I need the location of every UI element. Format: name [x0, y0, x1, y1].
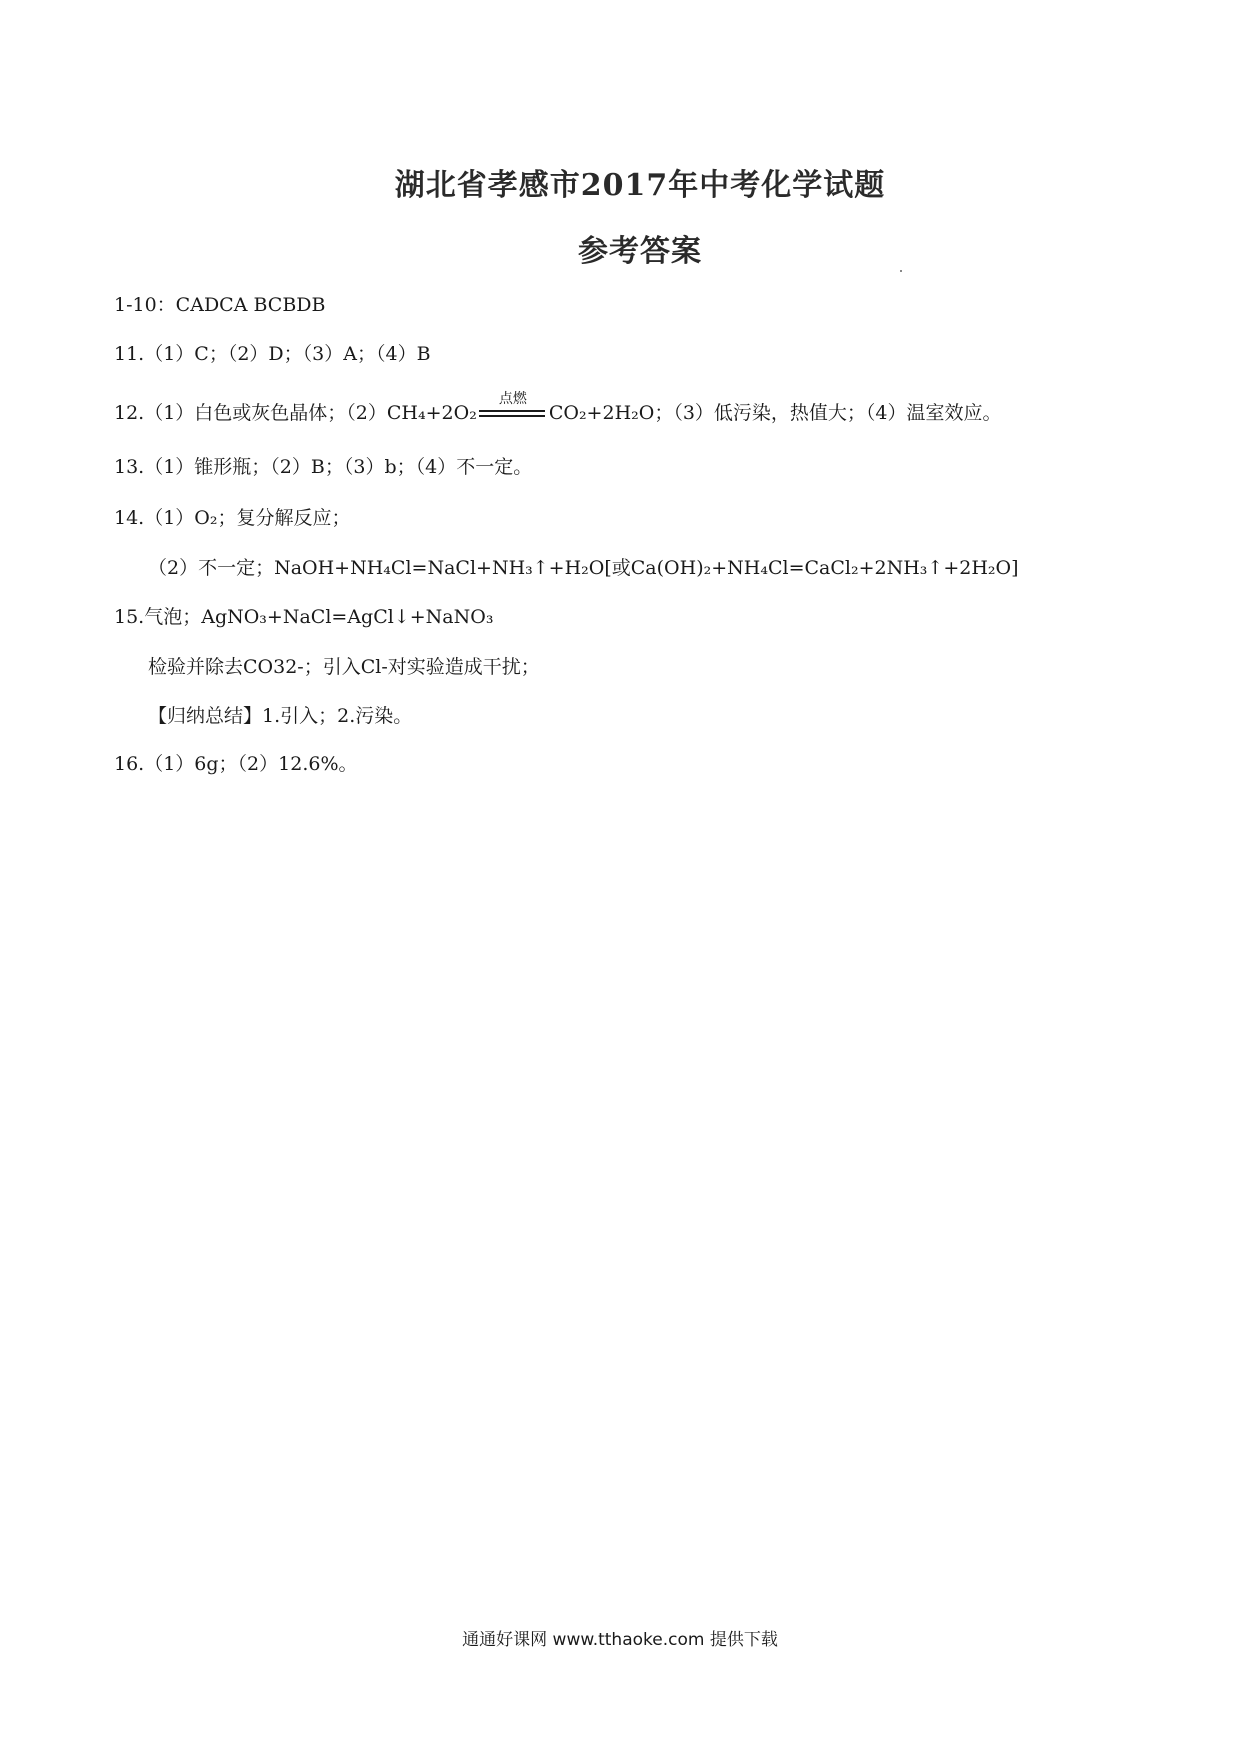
answer-12-part1: 12.（1）白色或灰色晶体；（2）CH₄+2O₂ [114, 402, 477, 424]
answer-15-part2: 检验并除去CO32-；引入Cl-对实验造成干扰； [148, 656, 540, 678]
answer-15-summary: 【归纳总结】1.引入；2.污染。 [148, 705, 413, 727]
answer-16: 16.（1）6g；（2）12.6%。 [114, 753, 358, 775]
reaction-condition-label: 点燃 [498, 391, 527, 407]
page-subtitle: 参考答案 [578, 234, 702, 269]
scan-speck [900, 270, 902, 272]
answer-14-part1: 14.（1）O₂；复分解反应； [114, 507, 351, 529]
reaction-condition-arrow [477, 391, 549, 425]
answer-12-part2: CO₂+2H₂O；（3）低污染，热值大；（4）温室效应。 [548, 402, 1002, 424]
answer-14-part2: （2）不一定；NaOH+NH₄Cl=NaCl+NH₃↑+H₂O[或Ca(OH)₂+NH₄Cl=CaCl₂+2NH₃↑+2H₂O] [148, 557, 1019, 579]
footer-source: 通通好课网 www.tthaoke.com 提供下载 [462, 1630, 778, 1650]
answer-13: 13.（1）锥形瓶；（2）B；（3）b；（4）不一定。 [114, 456, 533, 478]
page-title: 湖北省孝感市2017年中考化学试题 [394, 168, 886, 203]
answer-1-10: 1-10：CADCA BCBDB [114, 294, 326, 316]
answer-11: 11.（1）C；（2）D；（3）A；（4）B [114, 343, 431, 365]
answer-15-part1: 15.气泡；AgNO₃+NaCl=AgCl↓+NaNO₃ [114, 606, 494, 628]
answer-12 [114, 391, 1002, 425]
